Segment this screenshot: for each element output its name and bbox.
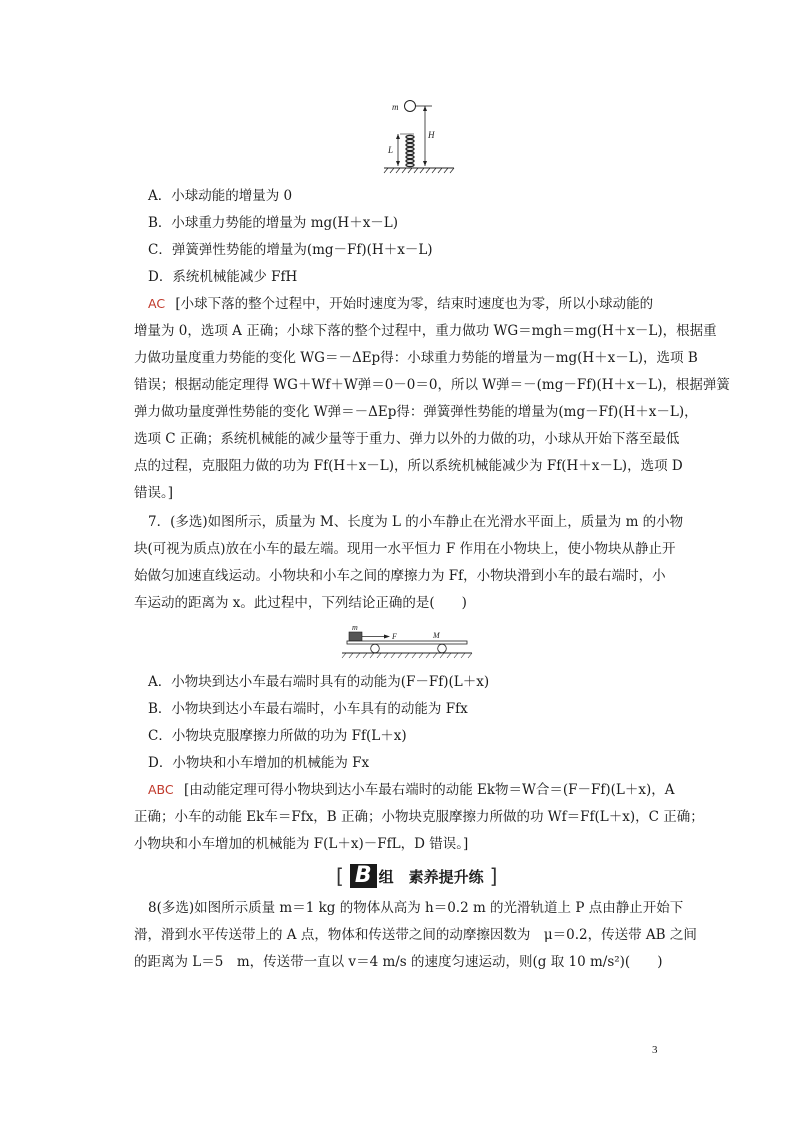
q6-answer-line-3: 力做功量度重力势能的变化 WG＝－ΔEp得：小球重力势能的增量为－mg(H＋x－L)，选项 B bbox=[134, 350, 698, 366]
figure2-label-M: M bbox=[433, 631, 440, 640]
page-number: 3 bbox=[652, 1044, 658, 1056]
q7-stem-line-2: 块(可视为质点)放在小车的最左端。现用一水平恒力 F 作用在小物块上，使小物块从静止开 bbox=[134, 541, 676, 557]
figure-block-cart bbox=[340, 622, 474, 664]
q8-stem-line-2: 滑，滑到水平传送带上的 A 点，物体和传送带之间的动摩擦因数为 μ＝0.2，传送带 AB 之间 bbox=[134, 927, 697, 943]
q6-option-b: B．小球重力势能的增量为 mg(H＋x－L) bbox=[148, 215, 399, 231]
q6-answer-text-1: [小球下落的整个过程中，开始时速度为零，结束时速度也为零，所以小球动能的 bbox=[175, 296, 654, 312]
q7-answer-label: ABC bbox=[148, 782, 174, 797]
q8-stem-line-1: 8(多选)如图所示质量 m＝1 kg 的物体从高为 h＝0.2 m 的光滑轨道上 P 点由静止开始下 bbox=[148, 900, 684, 916]
q6-answer-line-6: 选项 C 正确；系统机械能的减少量等于重力、弹力以外的力做的功，小球从开始下落至最低 bbox=[134, 431, 680, 447]
group-b-badge: B bbox=[350, 864, 377, 888]
q7-stem-line-3: 始做匀加速直线运动。小物块和小车之间的摩擦力为 Ff，小物块滑到小车的最右端时，小 bbox=[134, 568, 666, 584]
figure1-label-m: m bbox=[392, 102, 399, 112]
cart-wheel-right bbox=[438, 644, 447, 653]
figure1-label-H: H bbox=[428, 130, 435, 140]
figure-ball-spring bbox=[380, 98, 460, 176]
q7-stem-line-4: 车运动的距离为 x。此过程中，下列结论正确的是( ) bbox=[134, 595, 467, 611]
q6-answer-label: AC bbox=[148, 296, 166, 311]
spring bbox=[406, 135, 414, 166]
figure1-label-L: L bbox=[388, 145, 394, 155]
q7-option-c: C．小物块克服摩擦力所做的功为 Ff(L＋x) bbox=[148, 728, 407, 744]
q7-option-d: D．小物块和小车增加的机械能为 Fx bbox=[148, 755, 370, 771]
q6-option-d: D．系统机械能减少 FfH bbox=[148, 269, 298, 285]
q7-answer-line-1 bbox=[148, 780, 675, 800]
q6-answer-line-8: 错误。] bbox=[134, 485, 174, 501]
cart-board bbox=[347, 641, 467, 644]
q6-option-a: A．小球动能的增量为 0 bbox=[148, 188, 293, 204]
block bbox=[349, 632, 362, 641]
q7-answer-text-1: [由动能定理可得小物块到达小车最右端时的动能 Ek物＝W合＝(F－Ff)(L＋x)，A bbox=[183, 782, 675, 798]
q7-answer-line-2: 正确；小车的动能 Ek车＝Ffx，B 正确；小物块克服摩擦力所做的功 Wf＝Ff(L＋x)，C 正确； bbox=[134, 809, 704, 825]
q7-stem-line-1: 7．(多选)如图所示，质量为 M、长度为 L 的小车静止在光滑水平面上，质量为 m 的小物 bbox=[148, 514, 684, 530]
header-bracket-open: [ bbox=[336, 864, 344, 888]
figure2-label-m: m bbox=[352, 623, 358, 632]
q7-answer-line-3: 小物块和小车增加的机械能为 F(L＋x)－FfL，D 错误。] bbox=[134, 836, 469, 852]
q6-option-c: C．弹簧弹性势能的增量为(mg－Ff)(H＋x－L) bbox=[148, 242, 433, 258]
q7-option-a: A．小物块到达小车最右端时具有的动能为(F－Ff)(L＋x) bbox=[148, 674, 490, 690]
figure2-label-F: F bbox=[392, 632, 397, 641]
cart-wheel-left bbox=[371, 644, 380, 653]
header-bracket-close: ] bbox=[489, 864, 498, 888]
q6-answer-line-2: 增量为 0，选项 A 正确；小球下落的整个过程中，重力做功 WG＝mgh＝mg(H＋x－L)，根据重 bbox=[134, 323, 717, 339]
q6-answer-line-1 bbox=[148, 294, 653, 314]
q7-option-b: B．小物块到达小车最右端时，小车具有的动能为 Ffx bbox=[148, 701, 468, 717]
ball bbox=[405, 101, 416, 112]
section-header-group-b bbox=[330, 864, 503, 888]
q8-stem-line-3: 的距离为 L＝5 m，传送带一直以 v＝4 m/s 的速度匀速运动，则(g 取 10 m/s²)( ) bbox=[134, 954, 663, 970]
group-b-title: 组 素养提升练 bbox=[378, 867, 484, 886]
q6-answer-line-7: 点的过程，克服阻力做的功为 Ff(H＋x－L)，所以系统机械能减少为 Ff(H＋x－L)，选项 D bbox=[134, 458, 683, 474]
q6-answer-line-4: 错误；根据动能定理得 WG＋Wf＋W弹＝0－0＝0，所以 W弹＝－(mg－Ff)(H＋x－L)，根据弹簧 bbox=[134, 377, 730, 393]
q6-answer-line-5: 弹力做功量度弹性势能的变化 W弹＝－ΔEp得：弹簧弹性势能的增量为(mg－Ff)(H＋x－L)， bbox=[134, 404, 698, 420]
